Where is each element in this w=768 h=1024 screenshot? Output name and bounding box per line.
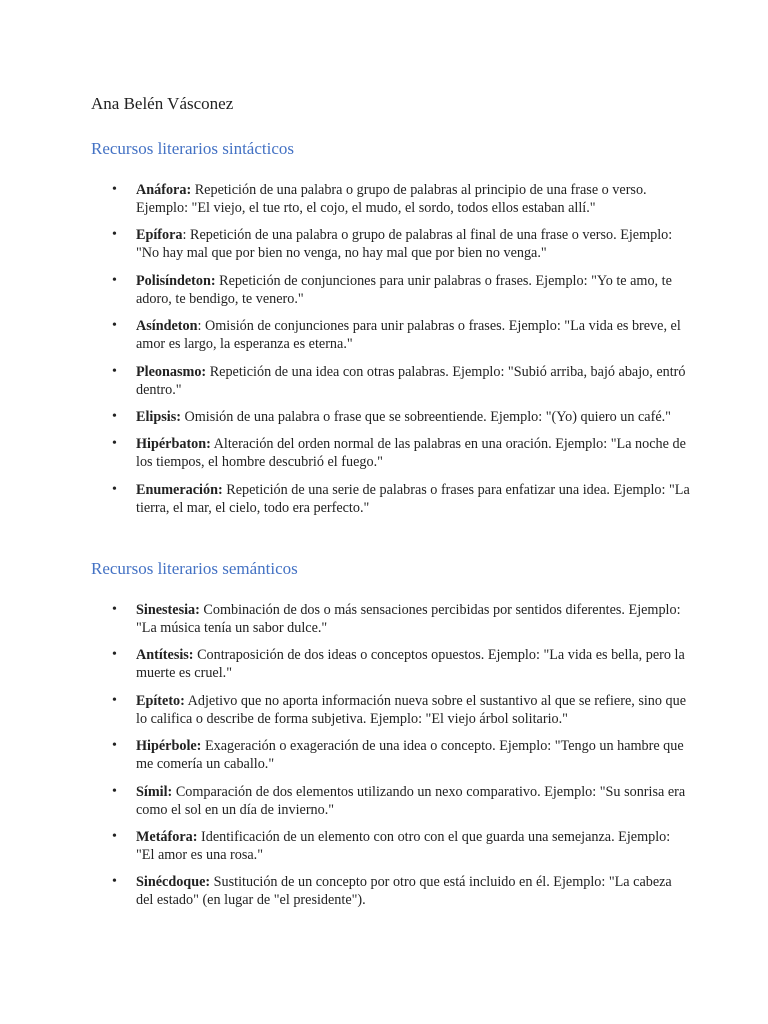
item-term: Epífora [136, 227, 183, 244]
item-description: Repetición de una idea con otras palabras. Ejemplo: "Subió arriba, bajó abajo, entró dentro." [136, 363, 686, 398]
item-description: Alteración del orden normal de las palabras en una oración. Ejemplo: "La noche de los tiempos, el hombre descubrió el fuego." [136, 436, 686, 471]
item-term: Elipsis: [136, 408, 181, 425]
list-item [91, 873, 691, 909]
bullet-icon: • [112, 182, 117, 197]
list-item [91, 646, 691, 682]
bullet-icon: • [112, 272, 117, 288]
item-description: Combinación de dos o más sensaciones percibidas por sentidos diferentes. Ejemplo: "La música tenía un sabor dulce." [136, 602, 681, 636]
bullet-icon: • [112, 828, 117, 844]
item-term: Hipérbaton: [136, 436, 211, 453]
list-item [91, 481, 691, 517]
author-name: Ana Belén Vásconez [91, 94, 234, 113]
item-description: Omisión de una palabra o frase que se sobreentiende. Ejemplo: "(Yo) quiero un café." [180, 408, 671, 425]
bullet-icon: • [112, 227, 117, 243]
item-description: Identificación de un elemento con otro con el que guarda una semejanza. Ejemplo: "El amor es una rosa." [136, 828, 671, 863]
item-description: Adjetivo que no aporta información nueva sobre el sustantivo al que se refiere, sino que lo califica o describe de forma subjetiva. Ejemplo: "El viejo árbol solitario." [136, 692, 687, 727]
semantic-resources-list [91, 601, 691, 919]
item-description: Repetición de conjunciones para unir palabras o frases. Ejemplo: "Yo te amo, te adoro, te bendigo, te venero." [136, 272, 672, 307]
bullet-icon: • [112, 874, 117, 890]
bullet-icon: • [112, 602, 117, 617]
item-term: Sinestesia: [136, 602, 200, 618]
list-item [91, 601, 691, 637]
item-term: Polisíndeton: [136, 272, 216, 289]
item-term: Hipérbole: [136, 738, 202, 755]
item-description: Repetición de una serie de palabras o frases para enfatizar una idea. Ejemplo: "La tierra, el mar, el cielo, todo era perfecto." [136, 481, 690, 516]
list-item [91, 317, 691, 353]
list-item [91, 408, 691, 426]
bullet-icon: • [112, 738, 117, 754]
item-term: Anáfora: [136, 182, 192, 198]
item-term: Enumeración: [136, 481, 223, 498]
item-description: : Omisión de conjunciones para unir palabras o frases. Ejemplo: "La vida es breve, el amor es largo, la esperanza es eterna." [136, 318, 681, 353]
bullet-icon: • [112, 363, 117, 379]
bullet-icon: • [112, 692, 117, 708]
list-item [91, 692, 691, 728]
item-description: Sustitución de un concepto por otro que está incluido en él. Ejemplo: "La cabeza del estado" (en lugar de "el presidente"). [136, 874, 672, 909]
bullet-icon: • [112, 783, 117, 799]
item-term: Epíteto: [136, 692, 185, 709]
item-term: Antítesis: [136, 647, 194, 664]
item-description: Contraposición de dos ideas o conceptos opuestos. Ejemplo: "La vida es bella, pero la muerte es cruel." [136, 647, 685, 682]
list-item [91, 783, 691, 819]
item-description: Exageración o exageración de una idea o concepto. Ejemplo: "Tengo un hambre que me comería un caballo." [136, 738, 684, 773]
item-term: Asíndeton [136, 318, 198, 335]
item-term: Símil: [136, 783, 173, 800]
bullet-icon: • [112, 318, 117, 334]
item-description: Comparación de dos elementos utilizando un nexo comparativo. Ejemplo: "Su sonrisa era como el sol en un día de invierno." [136, 783, 686, 818]
bullet-icon: • [112, 481, 117, 497]
item-description: Repetición de una palabra o grupo de palabras al principio de una frase o verso. Ejemplo: "El viejo, el tue rto, el cojo, el mudo, el sordo, todos ellos estaban allí." [136, 182, 647, 216]
list-item [91, 737, 691, 773]
bullet-icon: • [112, 408, 117, 424]
list-item [91, 181, 691, 217]
item-term: Sinécdoque: [136, 874, 211, 891]
item-term: Metáfora: [136, 828, 198, 845]
item-term: Pleonasmo: [136, 363, 207, 380]
section-heading-semantic: Recursos literarios semánticos [91, 559, 298, 578]
bullet-icon: • [112, 647, 117, 663]
list-item [91, 272, 691, 308]
item-description: : Repetición de una palabra o grupo de palabras al final de una frase o verso. Ejemplo: "No hay mal que por bien no venga, no hay mal que por bien no venga." [136, 227, 673, 262]
list-item [91, 226, 691, 262]
list-item [91, 435, 691, 471]
list-item [91, 363, 691, 399]
bullet-icon: • [112, 436, 117, 452]
section-heading-syntactic: Recursos literarios sintácticos [91, 139, 295, 158]
list-item [91, 828, 691, 864]
syntactic-resources-list [91, 181, 691, 526]
